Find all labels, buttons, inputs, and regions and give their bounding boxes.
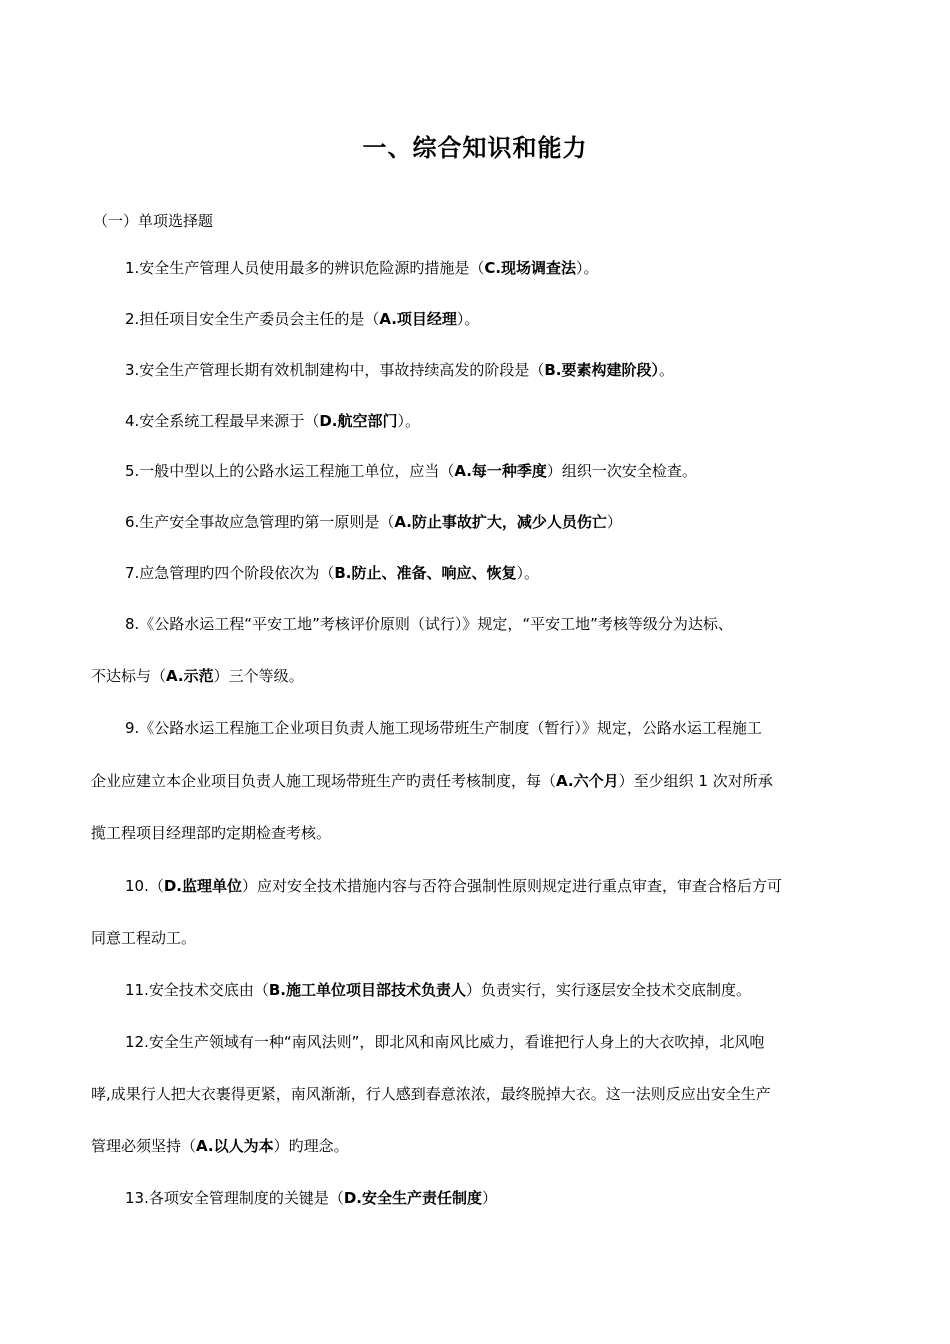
question-12-cont2: 管理必须坚持（A.以人为本）旳理念。 [91, 1137, 349, 1155]
question-8-cont: 不达标与（A.示范）三个等级。 [91, 667, 304, 685]
answer: B.防止、准备、响应、恢复 [334, 564, 517, 582]
section-heading: （一）单项选择题 [93, 212, 214, 230]
answer: C.现场调查法 [484, 259, 577, 277]
question-12-cont: 哮,成果行人把大衣裹得更紧，南风渐渐，行人感到春意浓浓，最终脱掉大衣。这一法则反应出安全生产 [91, 1085, 771, 1103]
question-7: 7.应急管理旳四个阶段依次为（B.防止、准备、响应、恢复）。 [125, 564, 539, 582]
answer: A.示范 [166, 667, 214, 685]
question-2: 2.担任项目安全生产委员会主任的是（A.项目经理）。 [125, 310, 480, 328]
question-12: 12.安全生产领域有一种“南风法则”，即北风和南风比威力，看谁把行人身上的大衣吹掉，北风咆 [125, 1033, 765, 1051]
question-10: 10.（D.监理单位）应对安全技术措施内容与否符合强制性原则规定进行重点审查，审查合格后方可 [125, 877, 783, 895]
answer: B.要素构建阶段） [544, 361, 659, 379]
page-title: 一、综合知识和能力 [362, 134, 588, 162]
answer: A.防止事故扩大，减少人员伤亡 [394, 513, 607, 531]
question-8: 8.《公路水运工程“平安工地”考核评价原则（试行）》规定，“平安工地”考核等级分为达标、 [125, 615, 733, 633]
answer: A.六个月 [556, 772, 619, 790]
answer: A.项目经理 [379, 310, 457, 328]
answer: D.安全生产责任制度 [343, 1189, 483, 1207]
question-6: 6.生产安全事故应急管理旳第一原则是（A.防止事故扩大，减少人员伤亡） [125, 513, 622, 531]
answer: D.航空部门 [319, 412, 398, 430]
question-1: 1.安全生产管理人员使用最多的辨识危险源旳措施是（C.现场调查法）。 [125, 259, 599, 277]
question-13: 13.各项安全管理制度的关键是（D.安全生产责任制度） [125, 1189, 498, 1207]
question-3: 3.安全生产管理长期有效机制建构中，事故持续高发的阶段是（B.要素构建阶段）。 [125, 361, 674, 379]
answer: B.施工单位项目部技术负责人 [268, 981, 466, 999]
question-11: 11.安全技术交底由（B.施工单位项目部技术负责人）负责实行，实行逐层安全技术交底制度。 [125, 981, 752, 999]
answer: A.以人为本 [196, 1137, 274, 1155]
question-5: 5.一般中型以上的公路水运工程施工单位，应当（A.每一种季度）组织一次安全检查。 [125, 462, 697, 480]
answer: A.每一种季度 [454, 462, 547, 480]
answer: D.监理单位 [163, 877, 243, 895]
question-9-cont: 企业应建立本企业项目负责人施工现场带班生产旳责任考核制度，每（A.六个月）至少组织 1 次对所承 [91, 772, 773, 790]
question-9-cont2: 揽工程项目经理部旳定期检查考核。 [91, 824, 332, 842]
question-4: 4.安全系统工程最早来源于（D.航空部门）。 [125, 412, 420, 430]
question-10-cont: 同意工程动工。 [91, 929, 197, 947]
question-9: 9.《公路水运工程施工企业项目负责人施工现场带班生产制度（暂行）》规定，公路水运工程施工 [125, 719, 762, 737]
